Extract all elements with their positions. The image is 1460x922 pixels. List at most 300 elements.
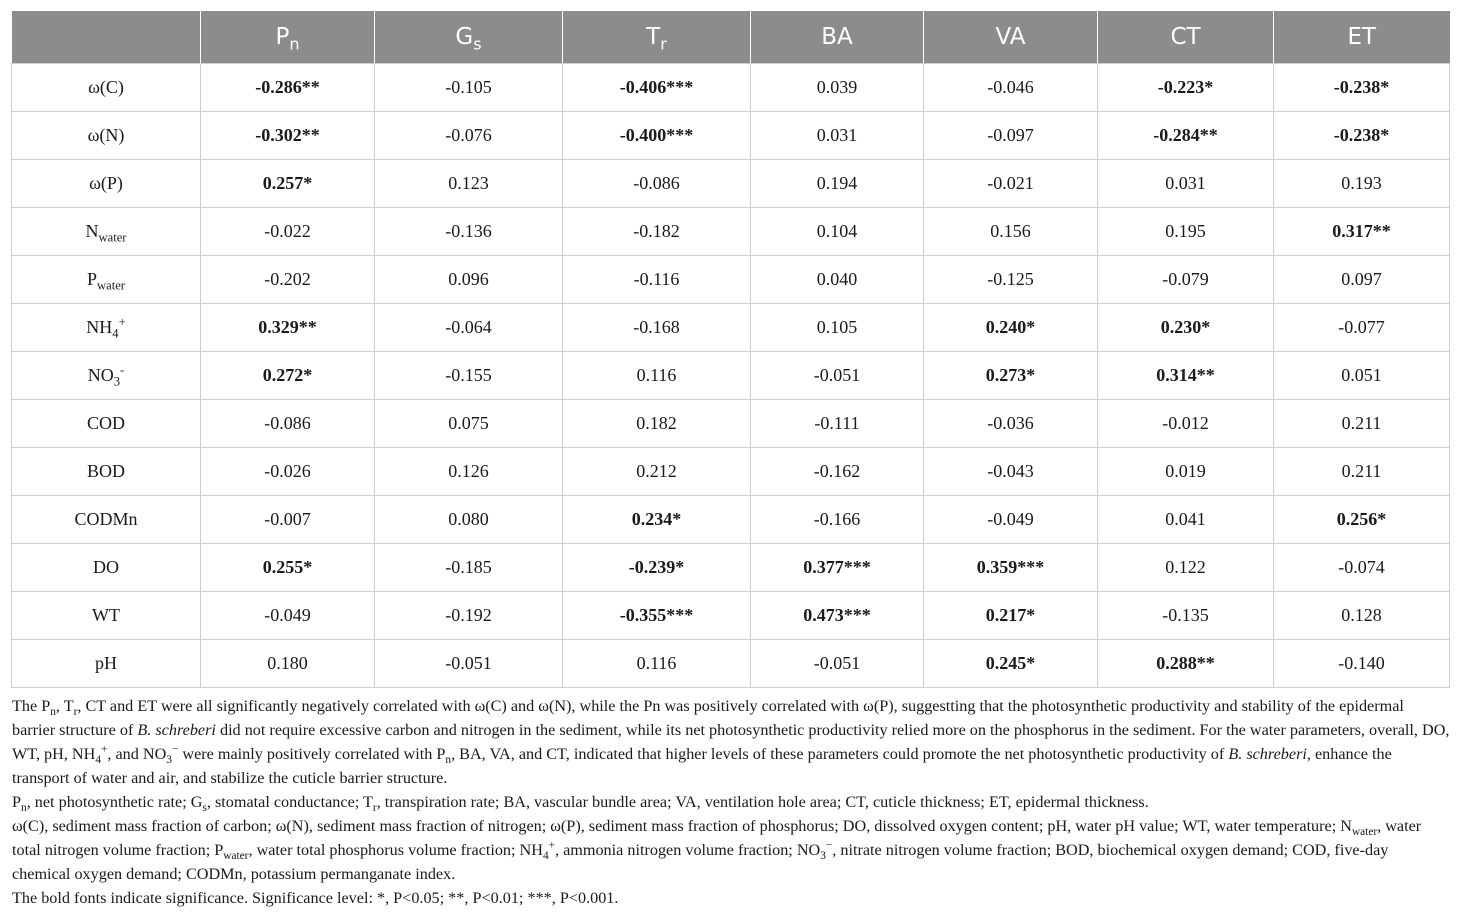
cell-value: -0.406 [619, 77, 667, 97]
table-cell [375, 256, 563, 304]
cell-value: 0.195 [1165, 221, 1206, 241]
column-header [1274, 11, 1450, 64]
significance-stars: *** [843, 557, 871, 577]
footnote-text: n [445, 754, 452, 767]
footnote-text: n [50, 706, 56, 719]
cell-value: 0.180 [267, 653, 308, 673]
row-label [12, 400, 201, 448]
significance-stars: * [1380, 125, 1390, 145]
cell-value: -0.116 [633, 269, 680, 289]
row-label-text: pH [95, 653, 117, 673]
column-header-label: VA [995, 24, 1026, 50]
footnote-text: water [223, 850, 249, 863]
table-footnotes [12, 694, 1450, 910]
table-row [12, 400, 1450, 448]
row-label-text: WT [92, 605, 120, 625]
row-label-subscript: 3 [113, 374, 121, 389]
row-label-superscript: + [118, 315, 126, 329]
table-cell [201, 112, 375, 160]
row-label-text: COD [86, 413, 125, 433]
footnote-text: , T [55, 697, 74, 715]
cell-value: 0.031 [816, 125, 858, 145]
footnote-text: , water total phosphorus volume fraction; NH [248, 841, 543, 859]
footnote-text: r [372, 802, 377, 815]
row-label-text: N [85, 221, 99, 241]
footnote-text: 4 [95, 754, 101, 767]
column-header-label: G [455, 24, 474, 50]
table-cell [563, 496, 751, 544]
table-cell [1274, 112, 1450, 160]
significance-stars: *** [666, 77, 694, 97]
cell-value: -0.192 [445, 605, 492, 625]
column-header [375, 11, 563, 64]
cell-value: 0.193 [1341, 173, 1382, 193]
cell-value: 0.080 [448, 509, 489, 529]
cell-value: -0.043 [987, 461, 1034, 481]
footnote-text: 3 [166, 754, 172, 767]
table-cell [751, 160, 924, 208]
table-cell [751, 112, 924, 160]
table-cell [563, 640, 751, 688]
cell-value: 0.245 [985, 653, 1027, 673]
table-row [12, 544, 1450, 592]
cell-value: -0.162 [813, 461, 861, 481]
row-label-subscript: water [97, 278, 125, 293]
row-label-subscript: 4 [112, 326, 119, 341]
footnote-text: , and NO [107, 745, 167, 763]
table-cell [751, 592, 924, 640]
significance-stars: * [1380, 77, 1390, 97]
table-cell [924, 304, 1098, 352]
cell-value: -0.076 [445, 125, 492, 145]
table-cell [924, 160, 1098, 208]
column-header [201, 11, 375, 64]
footnote-text: , transpiration rate; BA, vascular bundle area; VA, ventilation hole area; CT, cuticle thickness; ET, epidermal thickness. [376, 793, 1149, 811]
significance-stars: ** [1196, 365, 1215, 385]
significance-stars: * [675, 557, 685, 577]
footnote-text: did not require excessive carbon and nitrogen in the sediment, while its net photosynthetic productivity relied more on the phosphorus in the sediment. For the water parameters, overall, DO, WT, pH, NH [12, 721, 1450, 763]
table-cell [751, 256, 924, 304]
row-label-text: DO [93, 557, 119, 577]
column-header [751, 11, 924, 64]
table-cell [924, 112, 1098, 160]
table-cell [1274, 448, 1450, 496]
column-header [12, 11, 201, 64]
column-header-label: CT [1170, 24, 1201, 50]
cell-value: 0.314 [1156, 365, 1197, 385]
table-row [12, 304, 1450, 352]
row-label-subscript: water [98, 230, 127, 245]
cell-value: -0.168 [633, 317, 680, 337]
cell-value: -0.079 [1162, 269, 1209, 289]
cell-value: 0.377 [803, 557, 844, 577]
cell-value: -0.012 [1162, 413, 1209, 433]
table-cell [563, 592, 751, 640]
table-cell [1098, 160, 1274, 208]
cell-value: 0.272 [262, 365, 304, 385]
footnote-text: , nitrate nitrogen volume fraction; BOD, biochemical oxygen demand; COD, five-day chemical oxygen demand; CODMn, potassium permanganate index. [12, 841, 1389, 883]
significance-stars: ** [1196, 653, 1215, 673]
cell-value: -0.064 [445, 317, 492, 337]
table-cell [924, 64, 1098, 112]
cell-value: -0.077 [1338, 317, 1385, 337]
column-header-subscript: s [473, 34, 482, 54]
table-cell [563, 160, 751, 208]
cell-value: -0.155 [445, 365, 492, 385]
cell-value: -0.182 [633, 221, 680, 241]
table-cell [375, 592, 563, 640]
row-label-text: ω(N) [87, 125, 125, 145]
cell-value: -0.125 [987, 269, 1034, 289]
cell-value: -0.355 [619, 605, 667, 625]
footnote-text: The P [12, 697, 51, 715]
table-cell [751, 640, 924, 688]
footnote-text: , CT and ET were all significantly negatively correlated with ω(C) and ω(N), while the Pn was positively correlated with ω(P), suggestting that the photosynthetic productivity and stability of the epidermal barrier structure of [12, 697, 1404, 739]
cell-value: -0.026 [264, 461, 311, 481]
table-cell [1098, 112, 1274, 160]
cell-value: 0.040 [816, 269, 858, 289]
cell-value: -0.049 [264, 605, 311, 625]
cell-value: -0.086 [633, 173, 680, 193]
correlation-table [11, 11, 1450, 688]
cell-value: -0.202 [264, 269, 311, 289]
footnote-text: , stomatal conductance; T [206, 793, 373, 811]
table-cell [751, 64, 924, 112]
table-cell [201, 64, 375, 112]
cell-value: -0.136 [445, 221, 492, 241]
row-label [12, 112, 201, 160]
table-cell [201, 448, 375, 496]
cell-value: 0.031 [1165, 173, 1206, 193]
table-cell [751, 448, 924, 496]
table-row [12, 496, 1450, 544]
row-label [12, 304, 201, 352]
table-cell [1274, 304, 1450, 352]
row-label [12, 64, 201, 112]
table-cell [1098, 400, 1274, 448]
cell-value: -0.049 [987, 509, 1034, 529]
cell-value: 0.097 [1341, 269, 1382, 289]
footnote-text: , water total nitrogen volume fraction; P [12, 817, 1422, 859]
cell-value: -0.051 [813, 653, 861, 673]
cell-value: -0.051 [445, 653, 492, 673]
column-header-subscript: r [660, 34, 667, 54]
cell-value: -0.239 [628, 557, 676, 577]
table-cell [1098, 208, 1274, 256]
significance-stars: *** [666, 125, 694, 145]
cell-value: 0.273 [985, 365, 1027, 385]
table-cell [924, 448, 1098, 496]
significance-stars: * [303, 365, 313, 385]
table-row [12, 352, 1450, 400]
table-cell [375, 352, 563, 400]
cell-value: 0.212 [636, 461, 677, 481]
table-cell [1098, 544, 1274, 592]
cell-value: 0.211 [1341, 413, 1382, 433]
cell-value: 0.128 [1341, 605, 1382, 625]
row-label-text: CODMn [74, 509, 138, 529]
cell-value: 0.156 [990, 221, 1031, 241]
significance-stars: * [1204, 77, 1214, 97]
table-cell [563, 304, 751, 352]
cell-value: 0.234 [631, 509, 673, 529]
significance-stars: * [1026, 317, 1036, 337]
footnote-text: , ammonia nitrogen volume fraction; NO [555, 841, 821, 859]
cell-value: -0.223 [1157, 77, 1205, 97]
table-cell [375, 160, 563, 208]
table-cell [201, 304, 375, 352]
table-cell [924, 400, 1098, 448]
table-cell [924, 544, 1098, 592]
cell-value: -0.007 [264, 509, 311, 529]
table-cell [924, 592, 1098, 640]
cell-value: 0.329 [258, 317, 299, 337]
cell-value: 0.019 [1165, 461, 1206, 481]
footnote-text: were mainly positively correlated with P [178, 745, 446, 763]
footnote-text: + [548, 839, 555, 852]
cell-value: -0.135 [1162, 605, 1209, 625]
footnote-text: P [12, 793, 22, 811]
row-label-text: BOD [86, 461, 125, 481]
cell-value: -0.022 [264, 221, 311, 241]
table-cell [924, 640, 1098, 688]
cell-value: 0.096 [448, 269, 489, 289]
cell-value: 0.105 [816, 317, 858, 337]
cell-value: 0.255 [262, 557, 304, 577]
table-cell [751, 352, 924, 400]
table-cell [563, 400, 751, 448]
cell-value: 0.256 [1336, 509, 1378, 529]
cell-value: -0.238 [1333, 77, 1381, 97]
significance-stars: ** [301, 77, 320, 97]
cell-value: 0.317 [1332, 221, 1373, 241]
table-cell [1274, 256, 1450, 304]
footnote-text: + [101, 743, 108, 756]
cell-value: -0.051 [813, 365, 861, 385]
table-header-row [12, 11, 1450, 64]
table-cell [563, 352, 751, 400]
column-header [1098, 11, 1274, 64]
cell-value: 0.104 [816, 221, 858, 241]
table-cell [201, 160, 375, 208]
significance-stars: * [1201, 317, 1211, 337]
cell-value: -0.185 [445, 557, 492, 577]
table-cell [751, 544, 924, 592]
cell-value: 0.116 [636, 653, 677, 673]
table-cell [563, 544, 751, 592]
significance-stars: * [1377, 509, 1387, 529]
column-header-label: BA [821, 24, 853, 50]
footnote-text: − [171, 743, 179, 756]
table-cell [1274, 400, 1450, 448]
table-cell [1098, 256, 1274, 304]
significance-stars: * [1026, 653, 1036, 673]
table-cell [563, 256, 751, 304]
footnote-text: r [73, 706, 78, 719]
footnote-text: water [1351, 826, 1378, 839]
column-header [924, 11, 1098, 64]
footnote-paragraph [12, 694, 1450, 790]
table-cell [563, 448, 751, 496]
cell-value: 0.288 [1156, 653, 1197, 673]
table-row [12, 640, 1450, 688]
row-label-text: ω(P) [89, 173, 123, 193]
table-cell [563, 208, 751, 256]
significance-stars: ** [301, 125, 320, 145]
footnote-paragraph [12, 790, 1450, 814]
table-row [12, 160, 1450, 208]
cell-value: 0.211 [1341, 461, 1382, 481]
table-cell [1098, 640, 1274, 688]
cell-value: -0.166 [813, 509, 861, 529]
table-cell [1098, 64, 1274, 112]
footnote-text: B. schreberi [137, 721, 216, 739]
cell-value: -0.074 [1338, 557, 1385, 577]
row-label [12, 208, 201, 256]
footnote-text: − [825, 839, 833, 852]
cell-value: -0.105 [445, 77, 492, 97]
significance-stars: * [1026, 365, 1036, 385]
cell-value: 0.039 [816, 77, 858, 97]
table-cell [1274, 160, 1450, 208]
row-label [12, 640, 201, 688]
table-row [12, 208, 1450, 256]
cell-value: 0.240 [985, 317, 1027, 337]
significance-stars: * [303, 173, 313, 193]
table-cell [751, 208, 924, 256]
significance-stars: ** [298, 317, 317, 337]
table-cell [201, 352, 375, 400]
cell-value: -0.302 [255, 125, 302, 145]
table-cell [1098, 304, 1274, 352]
significance-stars: * [1026, 605, 1036, 625]
table-cell [1274, 640, 1450, 688]
cell-value: -0.286 [255, 77, 302, 97]
row-label [12, 544, 201, 592]
table-cell [375, 400, 563, 448]
cell-value: -0.111 [814, 413, 860, 433]
row-label-text: ω(C) [88, 77, 124, 97]
table-cell [201, 208, 375, 256]
cell-value: -0.036 [987, 413, 1034, 433]
table-cell [563, 112, 751, 160]
significance-stars: ** [1199, 125, 1218, 145]
cell-value: 0.230 [1160, 317, 1202, 337]
cell-value: 0.194 [816, 173, 858, 193]
table-cell [1098, 448, 1274, 496]
significance-stars: ** [1372, 221, 1391, 241]
cell-value: -0.046 [987, 77, 1034, 97]
table-cell [1098, 592, 1274, 640]
table-cell [924, 352, 1098, 400]
table-body [12, 64, 1450, 688]
cell-value: 0.359 [976, 557, 1018, 577]
column-header-label: P [275, 24, 290, 50]
table-cell [1098, 496, 1274, 544]
cell-value: -0.284 [1153, 125, 1200, 145]
footnote-text: 4 [542, 850, 549, 863]
column-header-label: T [646, 24, 661, 50]
significance-stars: *** [666, 605, 694, 625]
cell-value: -0.086 [264, 413, 311, 433]
table-cell [751, 400, 924, 448]
footnote-paragraph [12, 886, 1450, 910]
table-cell [375, 640, 563, 688]
footnote-text: The bold fonts indicate significance. Significance level: *, P<0.05; **, P<0.01; ***, P<0.001. [12, 889, 619, 907]
cell-value: 0.126 [448, 461, 489, 481]
cell-value: 0.473 [803, 605, 844, 625]
cell-value: -0.140 [1338, 653, 1385, 673]
footnote-text: , BA, VA, and CT, indicated that higher levels of these parameters could promote the net photosynthetic productivity of [451, 745, 1229, 763]
row-label-text: P [87, 269, 98, 289]
table-cell [201, 400, 375, 448]
table-row [12, 256, 1450, 304]
table-cell [201, 592, 375, 640]
table-row [12, 592, 1450, 640]
footnote-text: , net photosynthetic rate; G [26, 793, 203, 811]
correlation-table-container [11, 11, 1449, 688]
table-cell [1098, 352, 1274, 400]
table-row [12, 112, 1450, 160]
row-label [12, 256, 201, 304]
cell-value: 0.182 [636, 413, 677, 433]
cell-value: -0.021 [987, 173, 1034, 193]
footnote-text: n [21, 802, 27, 815]
footnote-text: s [202, 802, 207, 815]
table-cell [751, 496, 924, 544]
table-cell [375, 448, 563, 496]
row-label-superscript: - [120, 363, 125, 377]
column-header-label: ET [1347, 24, 1377, 50]
footnote-text: , enhance the transport of water and air, and stabilize the cuticle barrier structure. [12, 745, 1392, 787]
table-cell [201, 544, 375, 592]
table-cell [924, 208, 1098, 256]
table-cell [375, 208, 563, 256]
cell-value: -0.238 [1333, 125, 1381, 145]
cell-value: 0.123 [448, 173, 489, 193]
row-label-text: NO [87, 365, 114, 385]
table-cell [1274, 64, 1450, 112]
table-cell [201, 256, 375, 304]
table-cell [1274, 496, 1450, 544]
table-cell [1274, 544, 1450, 592]
significance-stars: *** [1017, 557, 1045, 577]
footnote-text: B. schreberi [1228, 745, 1307, 763]
row-label [12, 448, 201, 496]
table-cell [201, 496, 375, 544]
cell-value: 0.116 [636, 365, 677, 385]
table-cell [375, 112, 563, 160]
table-cell [375, 304, 563, 352]
row-label [12, 160, 201, 208]
table-cell [751, 304, 924, 352]
cell-value: 0.075 [448, 413, 489, 433]
table-cell [375, 64, 563, 112]
column-header [563, 11, 751, 64]
footnote-paragraph [12, 814, 1450, 886]
table-cell [924, 256, 1098, 304]
table-row [12, 448, 1450, 496]
significance-stars: * [303, 557, 313, 577]
row-label [12, 592, 201, 640]
significance-stars: * [672, 509, 682, 529]
table-cell [201, 640, 375, 688]
table-cell [563, 64, 751, 112]
cell-value: 0.122 [1165, 557, 1206, 577]
cell-value: 0.051 [1341, 365, 1382, 385]
cell-value: 0.041 [1165, 509, 1206, 529]
cell-value: -0.400 [619, 125, 667, 145]
